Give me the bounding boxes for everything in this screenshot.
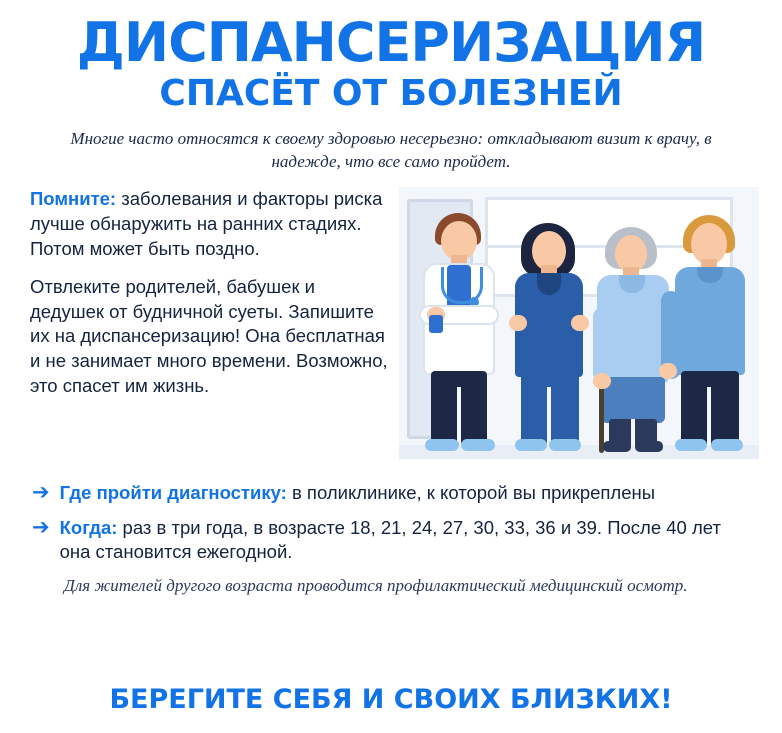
floor-line [399,459,759,469]
bullet-where-value: в поликлинике, к которой вы прикреплены [286,482,656,504]
bullet-where-text [60,481,655,505]
paragraph-remember [30,187,393,261]
clinic-illustration [399,187,759,469]
footer-slogan: БЕРЕГИТЕ СЕБЯ И СВОИХ БЛИЗКИХ! [109,684,673,715]
elderly-leg-gap [631,419,635,445]
young-man-leg-gap [707,387,711,445]
bullet-when-label: Когда: [59,516,118,538]
paragraph-relatives: Отвлеките родителей, бабушек и дедушек от будничной суеты. Запишите их на диспансеризацию! Она бесплатная и не занимает много времени. Возможно, это спасет им жизнь. [30,276,388,396]
page-title: ДИСПАНСЕРИЗАЦИЯ [76,11,706,74]
doctor-badge [429,315,443,333]
doctor-shoe-left [425,439,459,451]
elderly-shoe-right [635,441,663,452]
elderly-arm [593,307,613,383]
lead-paragraph: Многие часто относятся к своему здоровью несерьезно: откладывают визит к врачу, в надежде, что все само пройдет. [70,128,712,171]
young-man-shoe-left [675,439,707,451]
bullet-when-note: Для жителей другого возраста проводится профилактический медицинский осмотр. [64,575,688,595]
nurse-shoe-left [515,439,547,451]
bullet-where-label: Где пройти диагностику: [59,482,287,504]
arrow-right-icon: ➔ [32,514,50,539]
young-man-shirt [675,267,745,375]
elderly-shoe-left [603,441,631,452]
middle-section [18,187,764,469]
bullet-list [18,481,764,597]
paragraph-remember-rest: заболевания и факторы риска лучше обнаружить на ранних стадиях. Потом может быть поздно. [30,188,383,259]
list-item [32,481,750,505]
nurse-shoe-right [549,439,581,451]
list-item [32,516,750,565]
bullet-when-text [60,516,750,565]
doctor-leg-gap [457,387,461,443]
text-column [18,187,393,412]
remember-label: Помните: [30,188,117,210]
young-man-shoe-right [711,439,743,451]
page-subtitle: СПАСЁТ ОТ БОЛЕЗНЕЙ [159,73,623,114]
illustration-column [393,187,764,469]
arrow-right-icon: ➔ [32,480,50,505]
nurse-leg-gap [547,387,551,443]
elderly-skirt [601,377,665,423]
bullet-when-value: раз в три года, в возрасте 18, 21, 24, 27, 30, 33, 36 и 39. После 40 лет она становится ежегодной. [59,516,721,563]
doctor-shoe-right [461,439,495,451]
